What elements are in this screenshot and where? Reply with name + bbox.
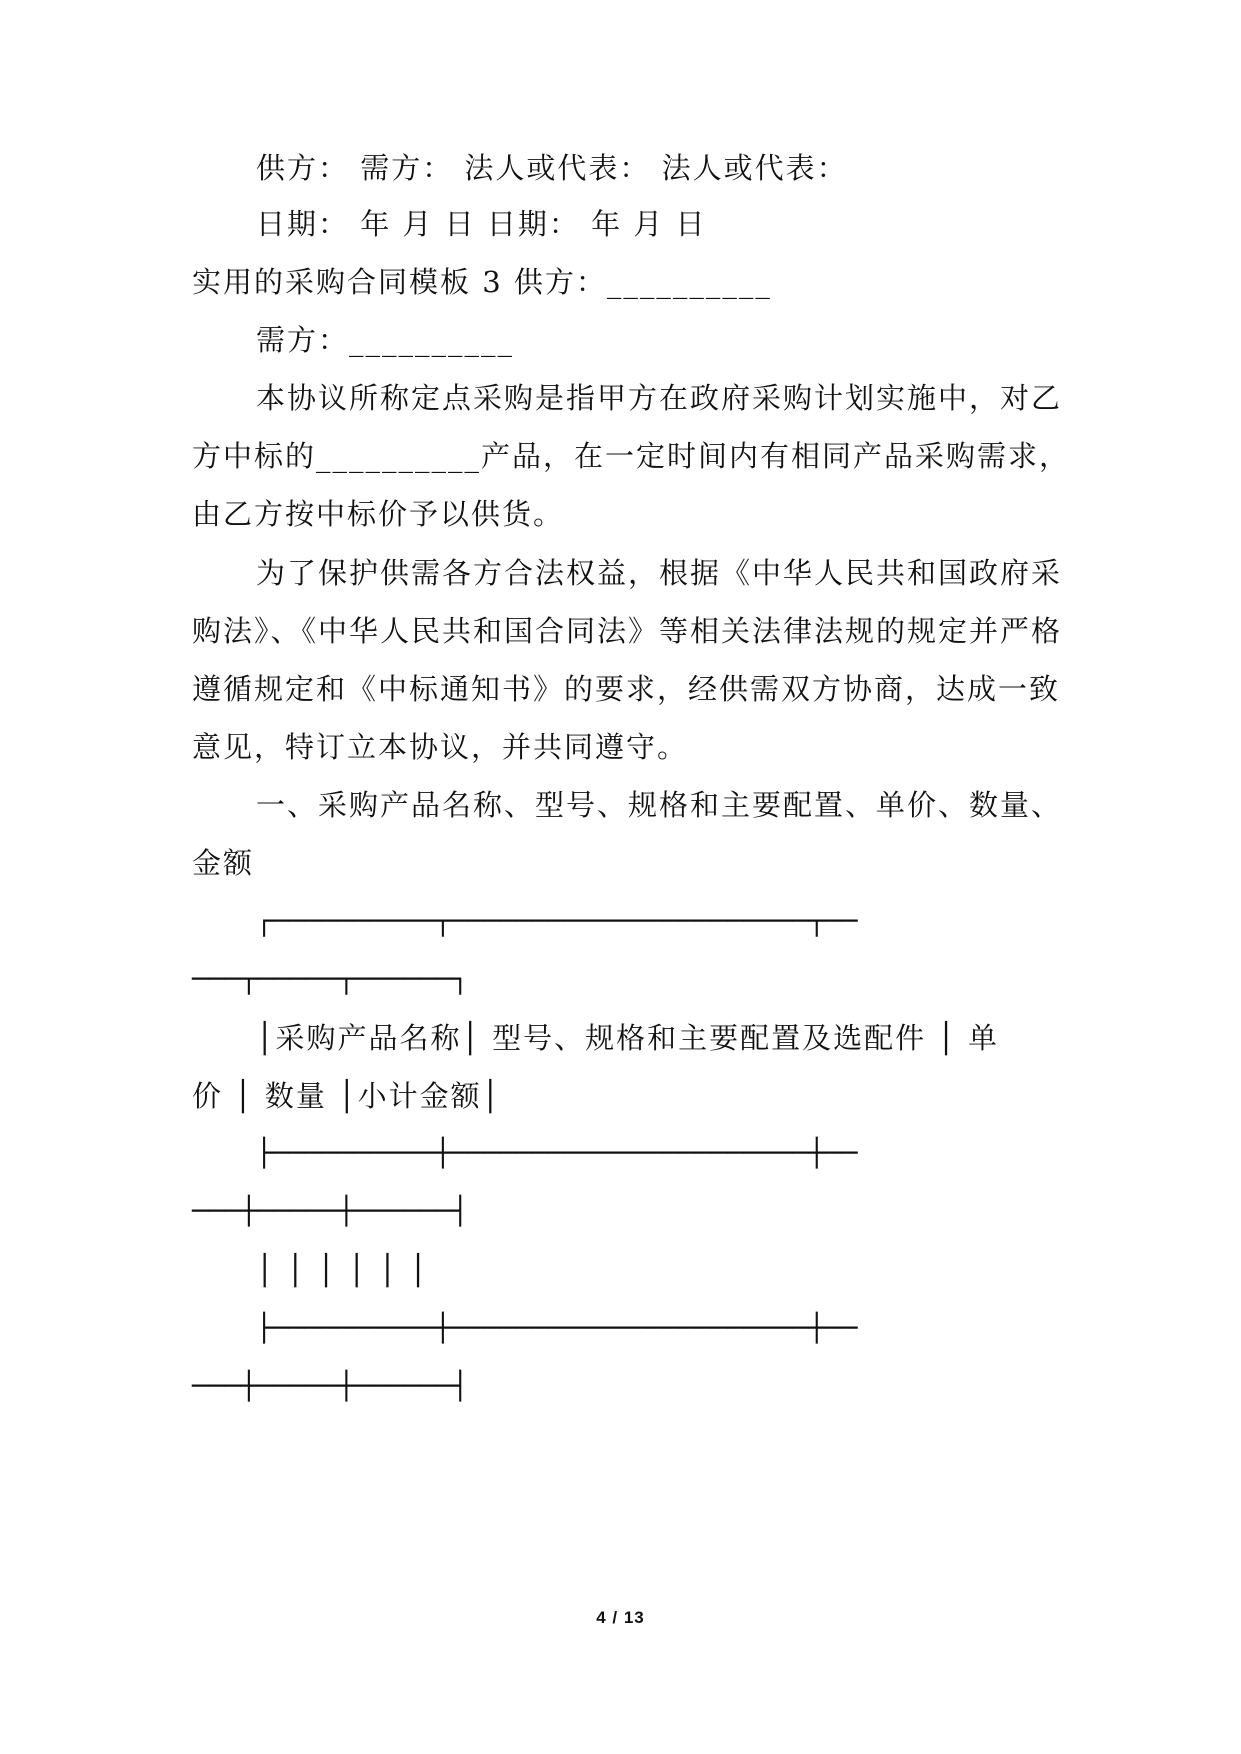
section-heading-continued: 金额 <box>192 846 255 880</box>
table-separator-continued: ───┼─────┼──────┤ <box>192 1196 469 1227</box>
paragraph-line: 遵循规定和《中标通知书》的要求，经供需双方协商，达成一致 <box>192 672 1061 706</box>
table-top-border: ┌──────────┬──────────────────────┬── <box>256 906 858 937</box>
paragraph-line: 由乙方按中标价予以供货。 <box>192 497 565 531</box>
table-header-row: │采购产品名称│ 型号、规格和主要配置及选配件 │ 单 <box>256 1021 1000 1055</box>
paragraph-line: 购法》、《中华人民共和国合同法》等相关法律法规的规定并严格 <box>192 614 1063 648</box>
section-heading: 一、采购产品名称、型号、规格和主要配置、单价、数量、 <box>256 788 1063 822</box>
buyer-line: 需方：__________ <box>256 323 515 357</box>
signature-parties-line: 供方： 需方： 法人或代表： 法人或代表： <box>256 151 848 185</box>
table-separator: ├──────────┼──────────────────────┼── <box>256 1313 858 1344</box>
table-top-border-continued: ───┬─────┬──────┐ <box>192 964 469 995</box>
table-header-row-continued: 价 │ 数量 │小计金额│ <box>192 1079 502 1113</box>
table-separator-continued: ───┼─────┼──────┤ <box>192 1371 469 1402</box>
table-separator: ├──────────┼──────────────────────┼── <box>256 1138 858 1169</box>
paragraph-line: 本协议所称定点采购是指甲方在政府采购计划实施中，对乙 <box>256 381 1063 415</box>
table-empty-row: │ │ │ │ │ │ <box>256 1253 429 1287</box>
paragraph-line: 为了保护供需各方合法权益，根据《中华人民共和国政府采 <box>256 556 1063 590</box>
paragraph-line: 意见，特订立本协议，并共同遵守。 <box>192 730 689 764</box>
signature-date-line: 日期： 年 月 日 日期： 年 月 日 <box>256 207 707 241</box>
template-title-supplier: 实用的采购合同模板 3 供方：__________ <box>192 265 772 299</box>
page-number: 4 / 13 <box>596 1608 645 1627</box>
paragraph-line: 方中标的__________产品，在一定时间内有相同产品采购需求， <box>192 439 1071 473</box>
